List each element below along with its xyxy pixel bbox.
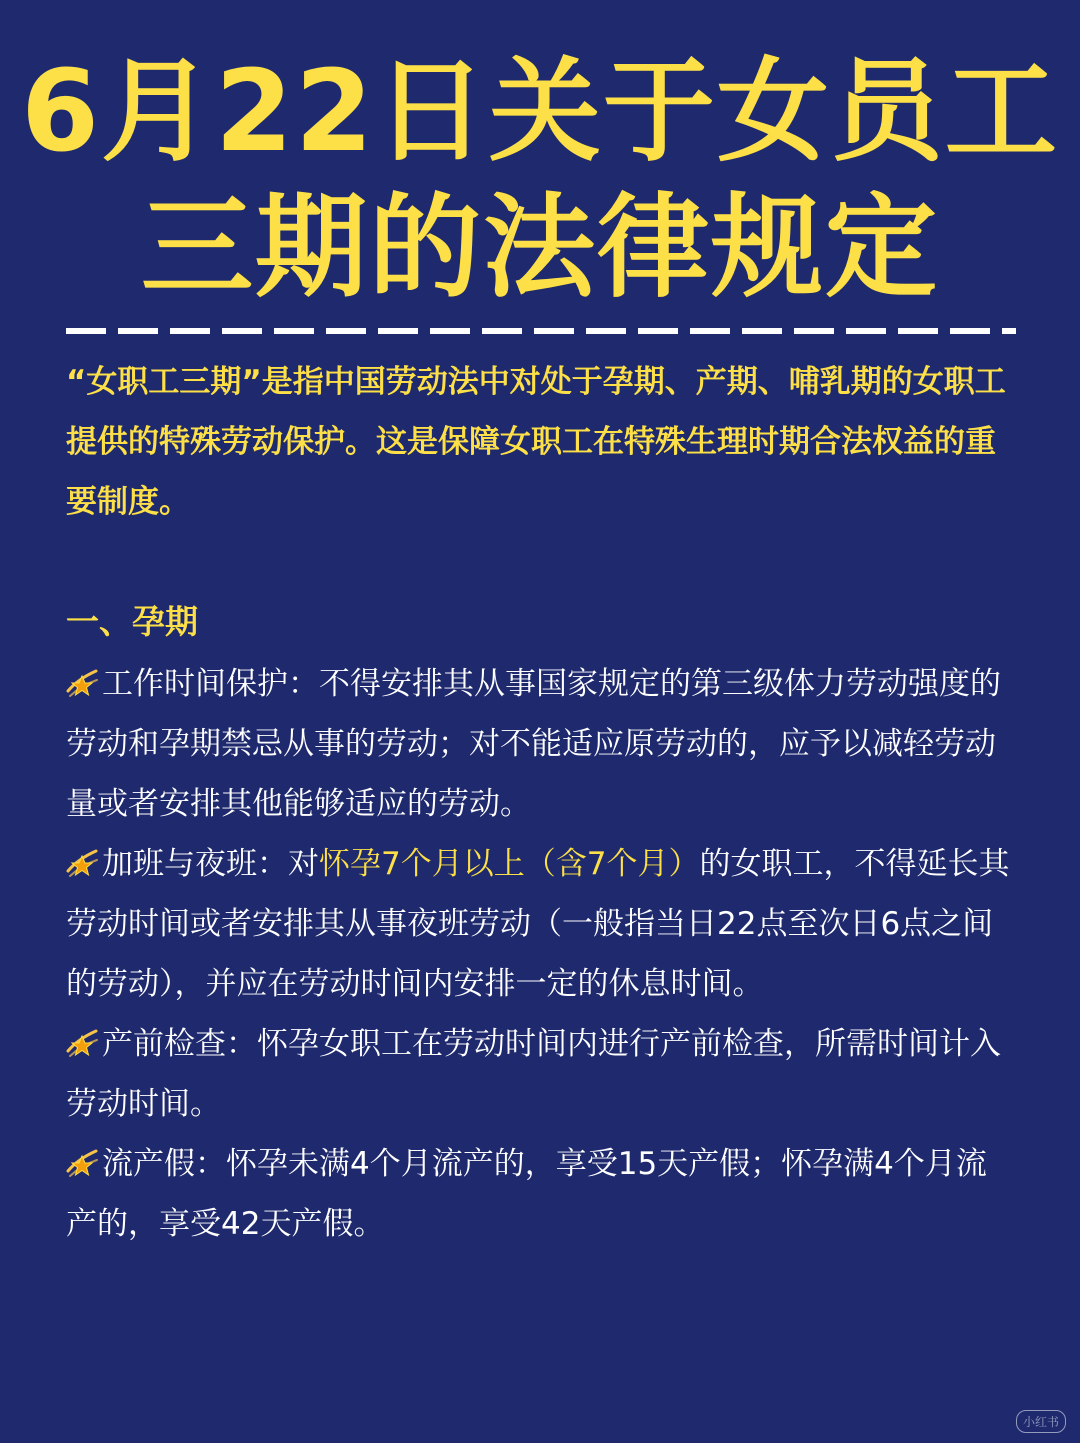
item-text: 流产假：怀孕未满4个月流产的，享受15天产假；怀孕满4个月流产的，享受42天产假。 bbox=[66, 1146, 987, 1242]
list-item bbox=[66, 654, 1016, 834]
section-body-pregnancy bbox=[66, 654, 1016, 1254]
shooting-star-icon bbox=[66, 1145, 100, 1179]
intro-paragraph: “女职工三期”是指中国劳动法中对处于孕期、产期、哺乳期的女职工提供的特殊劳动保护。这是保障女职工在特殊生理时期合法权益的重要制度。 bbox=[66, 364, 1006, 520]
item-text: 产前检查：怀孕女职工在劳动时间内进行产前检查，所需时间计入劳动时间。 bbox=[66, 1026, 1001, 1122]
shooting-star-icon bbox=[66, 665, 100, 699]
list-item bbox=[66, 1134, 1016, 1254]
section-heading-pregnancy: 一、孕期 bbox=[66, 602, 198, 641]
item-text: 工作时间保护：不得安排其从事国家规定的第三级体力劳动强度的劳动和孕期禁忌从事的劳动；对不能适应原劳动的，应予以减轻劳动量或者安排其他能够适应的劳动。 bbox=[66, 666, 1001, 822]
title-line-2: 三期的法律规定 bbox=[141, 183, 939, 313]
item-text-highlight: 怀孕7个月以上（含7个月） bbox=[319, 846, 700, 882]
shooting-star-icon bbox=[66, 845, 100, 879]
list-item bbox=[66, 1014, 1016, 1134]
item-text-post: 的女职工，不得延长其劳动时间或者安排其从事夜班劳动（一般指当日22点至次日6点之间的劳动），并应在劳动时间内安排一定的休息时间。 bbox=[66, 846, 1010, 1002]
watermark-logo: 小红书 bbox=[1016, 1410, 1066, 1433]
page-title bbox=[0, 44, 1080, 316]
dashed-divider bbox=[66, 328, 1016, 334]
list-item bbox=[66, 834, 1016, 1014]
title-line-1: 6月22日关于女员工 bbox=[21, 47, 1059, 177]
shooting-star-icon bbox=[66, 1025, 100, 1059]
item-text-pre: 加班与夜班：对 bbox=[102, 846, 319, 882]
